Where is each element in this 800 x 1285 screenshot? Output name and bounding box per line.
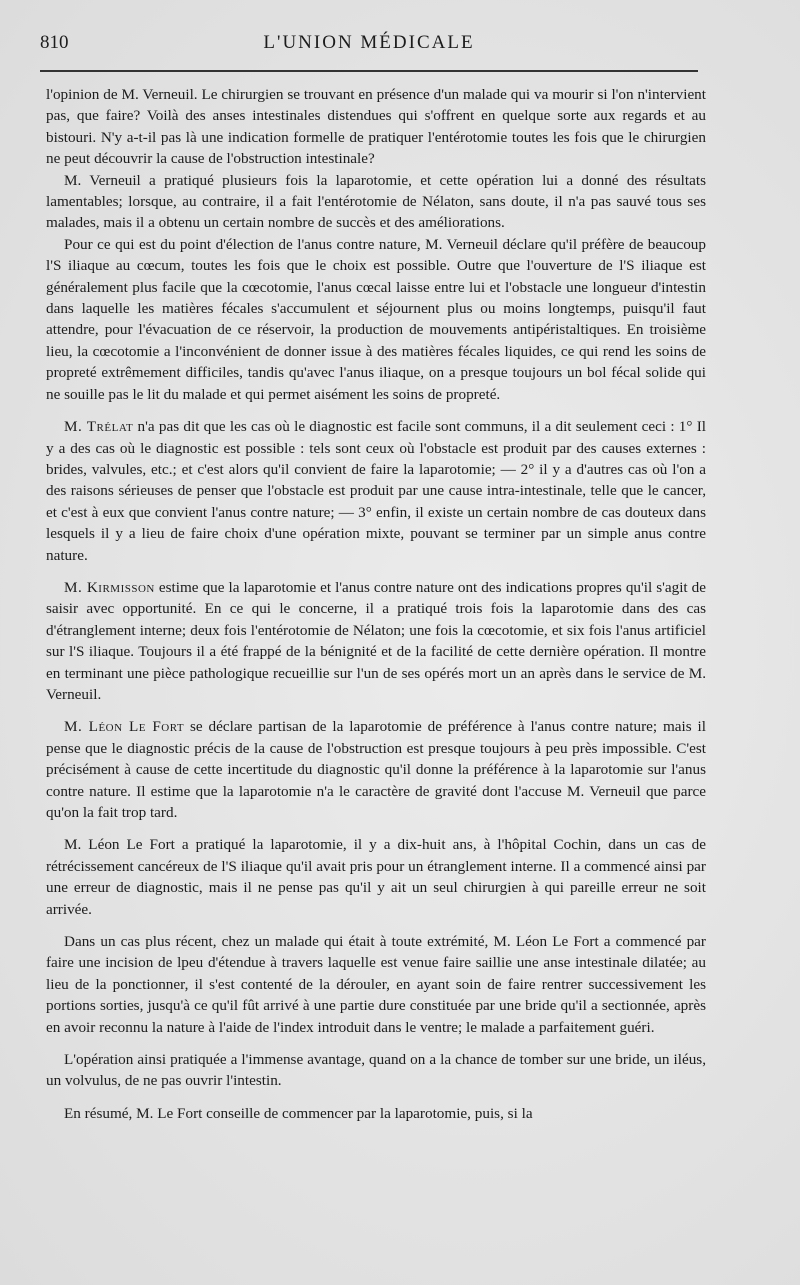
paragraph xyxy=(46,84,706,170)
speaker-name: M. Kirmisson xyxy=(64,578,155,596)
page-header xyxy=(40,32,698,62)
paragraph-text: M. Verneuil a pratiqué plusieurs fois la laparotomie, et cette opération lui a donné des résultats lamentables; lorsque, au contraire, il a fait l'entérotomie de Nélaton, sans doute, il n'a pas sauvé tous ses malades, mais il a obtenu un certain nombre de succès et des améliorations. xyxy=(46,171,706,232)
paragraph xyxy=(46,170,706,234)
paragraph-text: estime que la laparotomie et l'anus contre nature ont des indications propres qu'il s'agit de saisir avec opportunité. En ce qui le concerne, il a pratiqué trois fois la laparotomie dans des cas d'étranglement interne; deux fois l'entérotomie de Nélaton; une fois la cœcotomie, et six fois l'anus artificiel sur l'S iliaque. Toujours il a été frappé de la bénignité et de la facilité de cette dernière opération. Il montre en terminant une pièce pathologique recueillie sur l'un de ses opérés mort un an après dans le service de M. Verneuil. xyxy=(46,578,706,703)
paragraph-text: n'a pas dit que les cas où le diagnostic est facile sont communs, il a dit seulement ceci : 1° Il y a des cas où le diagnostic est possible : tels sont ceux où l'obstacle est produit par des causes externes : brides, valvules, etc.; et c'est alors qu'il convient de faire la laparotomie; — 2° il y a d'autres cas où l'on a des raisons sérieuses de penser que l'obstacle est produit par une cause intra-intestinale, telle que le cancer, et c'est à eux que convient l'anus contre nature; — 3° enfin, il existe un certain nombre de cas douteux dans lesquels il y a lieu de faire choix d'une opération mixte, pouvant se terminer par un simple anus contre nature. xyxy=(46,418,706,564)
speaker-name: M. Trélat xyxy=(64,418,134,436)
paragraph xyxy=(46,834,706,920)
paragraph xyxy=(46,234,706,405)
paragraph-text: se déclare partisan de la laparotomie de préférence à l'anus contre nature; mais il pense que le diagnostic précis de la cause de l'obstruction est presque toujours à peu près impossible. C'est précisément à cause de cette incertitude du diagnostic qu'il donne la préférence à la laparotomie sur l'anus contre nature. Il estime que la laparotomie n'a le caractère de gravité dont l'accuse M. Verneuil que parce qu'on la fait trop tard. xyxy=(46,718,706,821)
paragraph-text: l'opinion de M. Verneuil. Le chirurgien se trouvant en présence d'un malade qui va mourir si l'on n'intervient pas, que faire? Voilà des anses intestinales distendues qui s'offrent en quelque sorte aux regards et au bistouri. N'y a-t-il pas là une indication formelle de pratiquer l'entérotomie toutes les fois que le chirurgien ne peut découvrir la cause de l'obstruction intestinale? xyxy=(46,86,706,168)
speaker-name: M. Léon Le Fort xyxy=(64,718,185,736)
paragraph-text: Pour ce qui est du point d'élection de l'anus contre nature, M. Verneuil déclare qu'il préfère de beaucoup l'S iliaque au cœcum, toutes les fois que le choix est possible. Outre que l'ouverture de l'S iliaque est généralement plus facile que la cœcotomie, l'anus cœcal laisse entre lui et l'obstacle une longueur d'intestin dans laquelle les matières fécales s'accumulent et séjournent plus ou moins longtemps, puisqu'il faut attendre, pour l'évacuation de ce réservoir, la production de mouvements antipéristaltiques. En troisième lieu, la cœcotomie a l'inconvénient de donner issue à des matières fécales liquides, ce qui rend les soins de propreté extrêmement difficiles, tandis qu'avec l'anus iliaque, on a presque toujours un bol fécal solide qui ne souille pas le lit du malade et qui permet aisément les soins de propreté. xyxy=(46,235,706,403)
page-number: 810 xyxy=(40,32,69,53)
paragraph xyxy=(46,716,706,823)
paragraph-text: Dans un cas plus récent, chez un malade qui était à toute extrémité, M. Léon Le Fort a commencé par faire une incision de lpeu d'étendue à travers laquelle est venue faire saillie une anse intestinale dilatée; au lieu de la ponctionner, il s'est contenté de la dérouler, en ayant soin de faire rentrer successivement les portions sorties, jusqu'à ce qu'il fût arrivé à une partie dure constituée par une bride qu'il a sectionnée, après en avoir reconnu la nature à l'aide de l'index introduit dans le ventre; le malade a parfaitement guéri. xyxy=(46,933,706,1036)
paragraph xyxy=(46,1049,706,1092)
running-title: L'UNION MÉDICALE xyxy=(263,32,475,53)
paragraph xyxy=(46,577,706,705)
paragraph-text: L'opération ainsi pratiquée a l'immense avantage, quand on a la chance de tomber sur une bride, un iléus, un volvulus, de ne pas ouvrir l'intestin. xyxy=(46,1051,706,1090)
paragraph xyxy=(46,931,706,1038)
paragraph-text: En résumé, M. Le Fort conseille de commencer par la laparotomie, puis, si la xyxy=(64,1104,533,1122)
body-text xyxy=(46,84,706,1124)
paragraph xyxy=(46,416,706,566)
header-rule xyxy=(40,70,698,72)
paragraph xyxy=(46,1103,706,1124)
paragraph-text: M. Léon Le Fort a pratiqué la laparotomie, il y a dix-huit ans, à l'hôpital Cochin, dans un cas de rétrécissement cancéreux de l'S iliaque qu'il avait pris pour un étranglement interne. Il a commencé ainsi par une erreur de diagnostic, mais il ne pense pas qu'il y ait un seul chirurgien à qui pareille erreur ne soit arrivée. xyxy=(46,836,706,918)
